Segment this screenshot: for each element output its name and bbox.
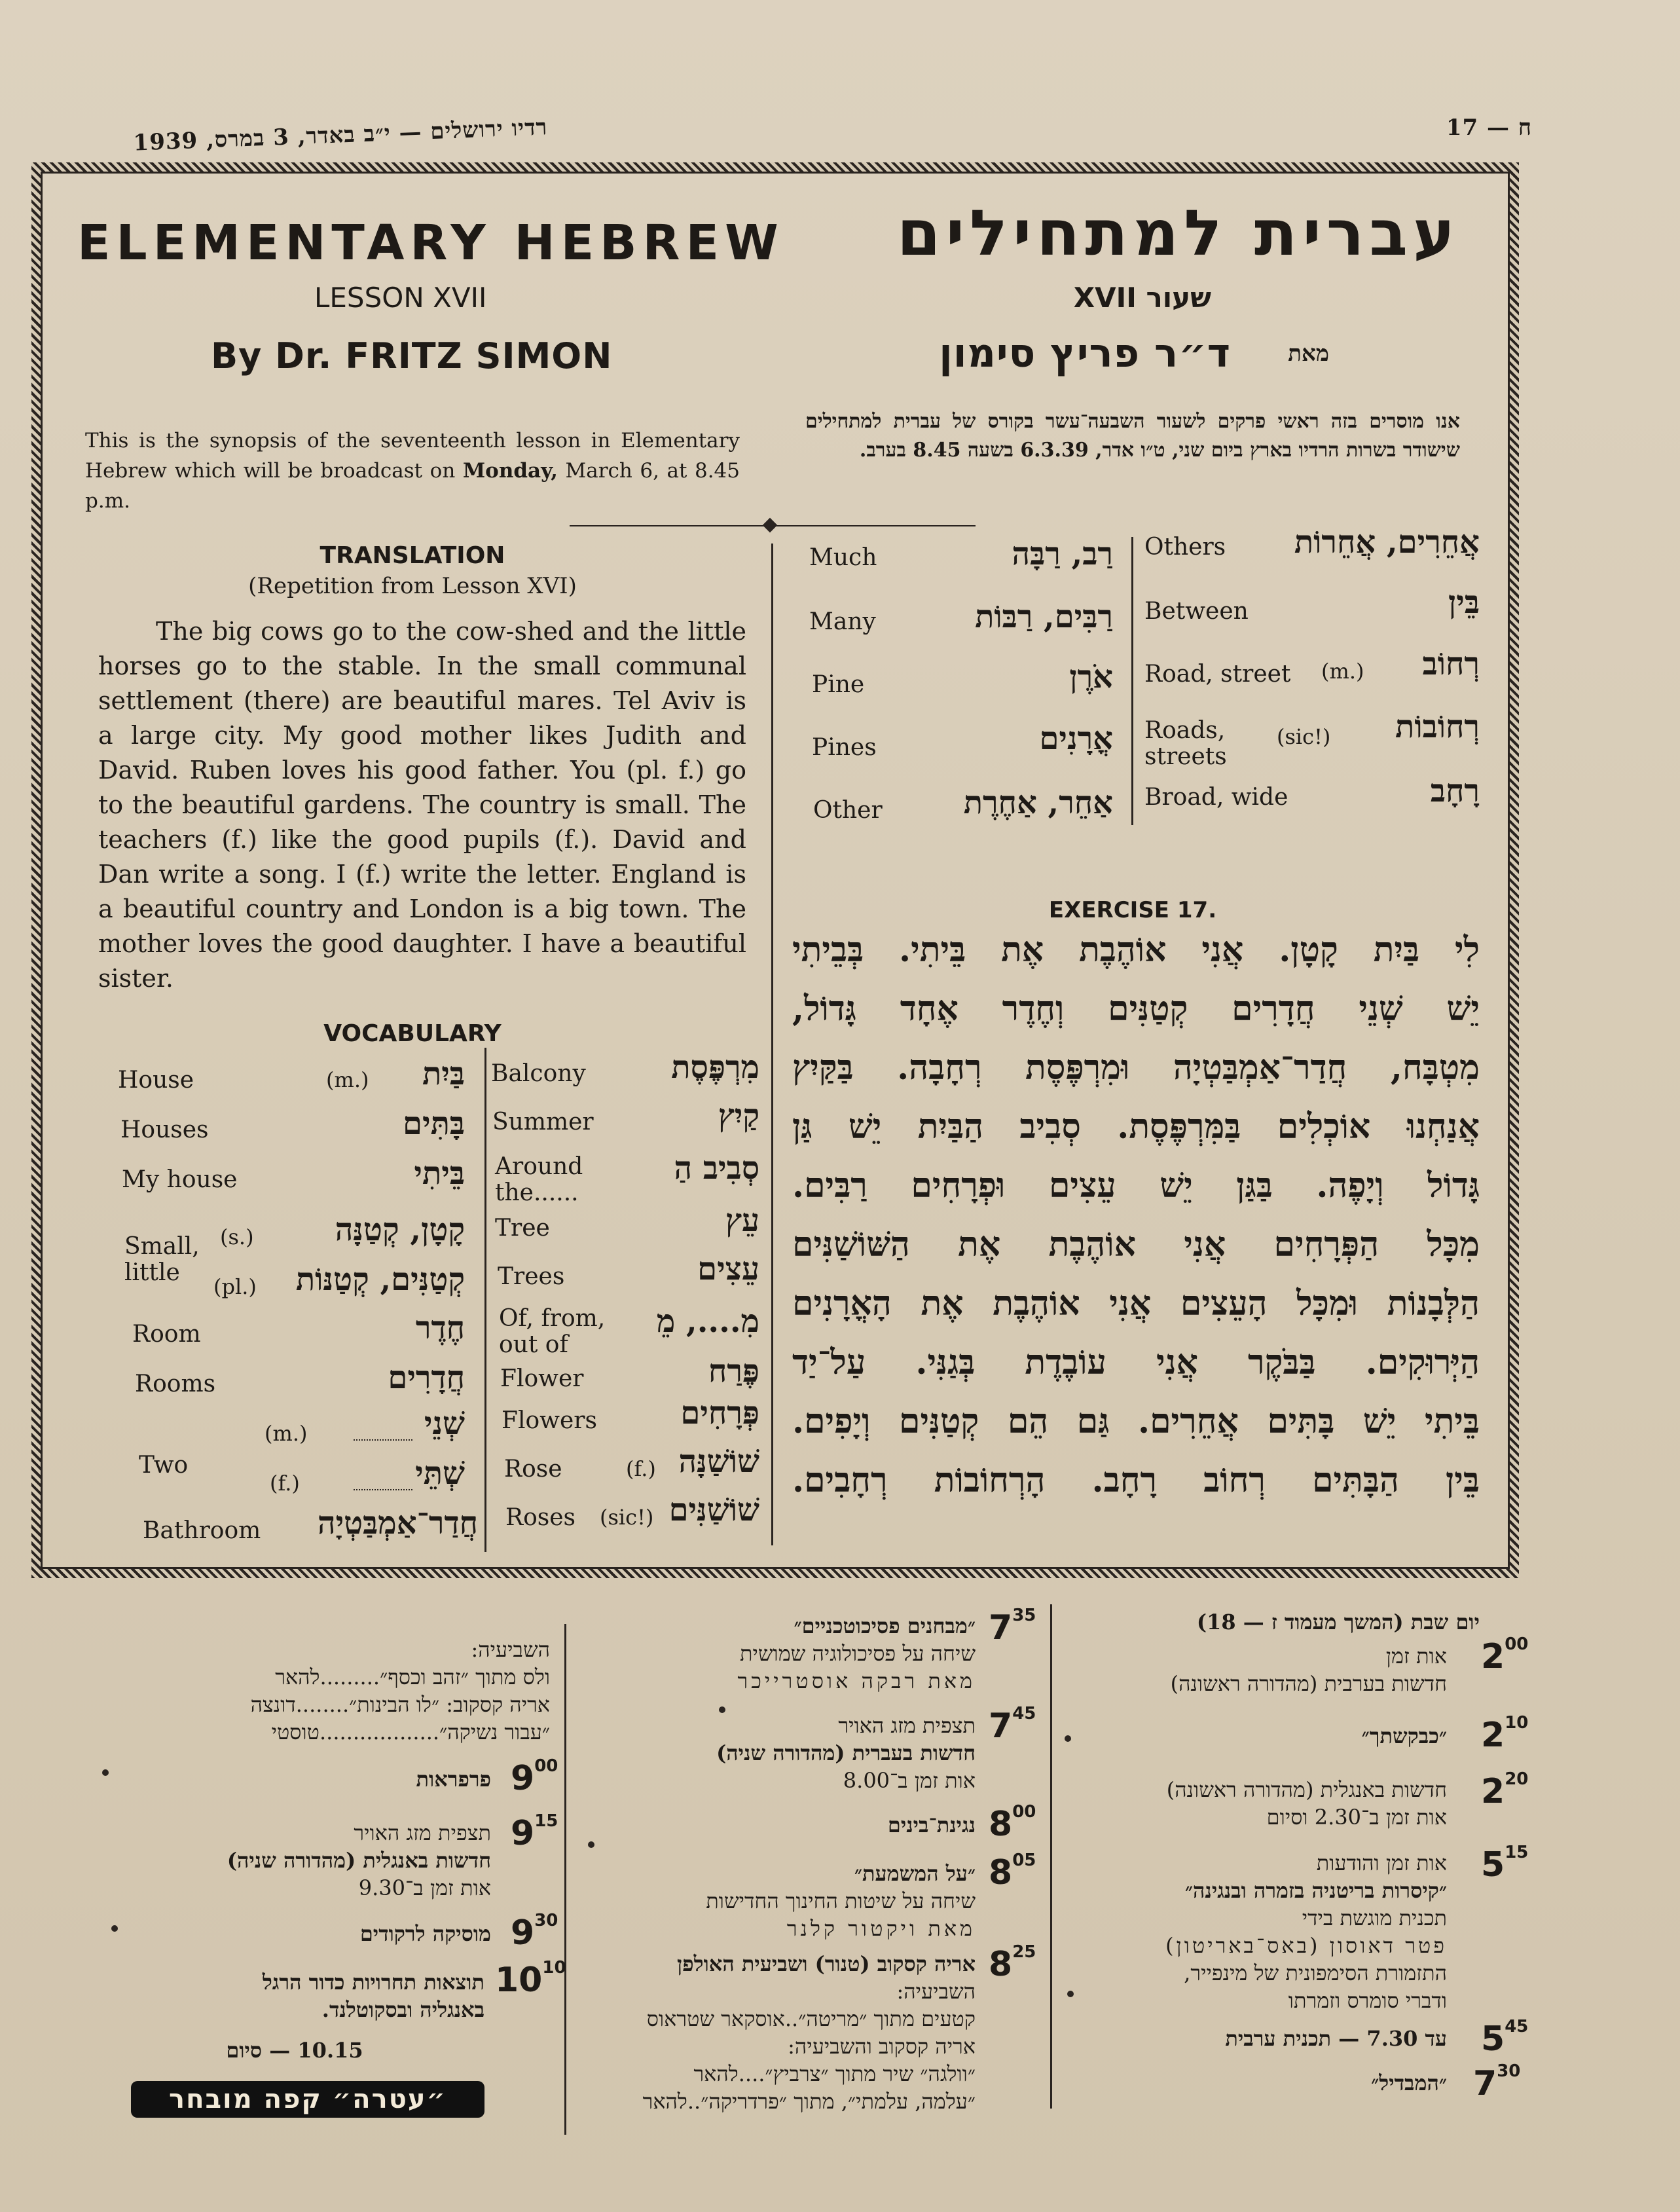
vocab-en: Many: [809, 608, 876, 635]
schedule-entry: [1074, 2025, 1447, 2052]
page-number: ח — 17: [1446, 115, 1532, 141]
title-english: ELEMENTARY HEBREW: [77, 215, 784, 271]
time-hour: 9: [511, 1913, 535, 1953]
time-minute: 15: [534, 1811, 558, 1831]
exercise-text: [792, 930, 1480, 1532]
schedule-end: 10.15 — סיום: [226, 2038, 363, 2063]
translation-heading: TRANSLATION: [320, 542, 505, 569]
entry-line: חדשות באנגלית (מהדורה שניה): [227, 1848, 491, 1873]
entry-line: חדשות בעברית (מהדורה שניה): [716, 1741, 976, 1765]
entry-line: ״על המשמעת״: [854, 1861, 976, 1886]
time-hour: 5: [1481, 1845, 1505, 1885]
time-minute: 45: [1505, 2017, 1529, 2037]
vocab-note: (f.): [270, 1471, 300, 1496]
vocab-en: Much: [809, 544, 877, 571]
vocab-he: רַבִּים, רַבּוֹת: [975, 599, 1113, 635]
time-hour: 7: [989, 1706, 1013, 1746]
time-hour: 2: [1481, 1716, 1505, 1755]
vocab-he: אַחֵר, אַחֶרֶת: [963, 784, 1113, 821]
vocab-he: שְׁנֵי: [424, 1405, 465, 1442]
schedule-time: [989, 1608, 1036, 1648]
vocab-en: Small, little: [124, 1233, 200, 1286]
schedule-time: [1473, 2061, 1521, 2103]
entry-line: ״מבחנים פסיכוטכניים״: [794, 1613, 976, 1638]
time-minute: 00: [534, 1756, 558, 1776]
translation-subheading: (Repetition from Lesson XVI): [248, 573, 577, 599]
vocab-en: Rose: [504, 1456, 562, 1483]
vocab-he: קָטָן, קְטַנָּה: [335, 1211, 465, 1248]
vocab-he: עֵץ: [725, 1202, 759, 1239]
lesson-hebrew: שעור XVII: [1073, 282, 1211, 314]
exercise-line: לִי בַּיִת קָטָן. אֲנִי אוֹהֶבֶת אֶת בֵּיתִי. בְּבֵיתִי: [792, 930, 1480, 970]
time-hour: 8: [989, 1805, 1013, 1844]
schedule-entry: [576, 1950, 976, 2115]
entry-line: מאת רבקה אוסטרייכר: [737, 1668, 976, 1693]
entry-line: תוצאות תחרויות כדור הרגל: [262, 1970, 484, 1995]
vocab-he: שְׁתֵּי: [415, 1455, 465, 1492]
vocabulary-heading: VOCABULARY: [323, 1020, 502, 1047]
schedule-entry: [1074, 2069, 1447, 2097]
vocab-he: אֲחֵרִים, אֲחֵרוֹת: [1294, 524, 1480, 561]
vocab-en: Trees: [498, 1263, 565, 1290]
vocab-he: חֲדַר־אַמְבַּטְיָה: [317, 1505, 478, 1541]
entry-line: אריה קסקוב (טנור) ושביעית האולפן: [677, 1951, 976, 1976]
author-hebrew: ד״ר פריץ סימון: [939, 331, 1231, 377]
exercise-line: מִכָּל הַפְּרָחִים אֲנִי אוֹהֶבֶת אֶת הַשּׁוֹשַׁנִּים: [792, 1225, 1480, 1264]
schedule-time: [511, 1756, 558, 1798]
entry-line: התזמורת הסימפונית של מינפייר,: [1184, 1961, 1447, 1985]
vocab-he: רְחוֹבוֹת: [1395, 709, 1480, 745]
vocab-en: Rooms: [135, 1371, 216, 1397]
vocab-note: (pl.): [213, 1274, 257, 1299]
column-divider-main: [771, 544, 773, 1545]
entry-line: אות זמן ב־9.30: [358, 1875, 491, 1900]
vocab-en: Bathroom: [143, 1517, 261, 1544]
translation-text: The big cows go to the cow-shed and the little horses go to the stable. In the small communal settlement (there) are beautiful mares. Tel Aviv is a large city. My good mother likes Judith and David. Ruben loves his good father. You (pl. f.) go to the beautiful gardens. The country is small. The teachers (f.) like the good pupils (f.). David and Dan write a song. I (f.) write the letter. England is a beautiful country and London is a big town. The mother loves the good daughter. I have a beautiful sister.: [98, 617, 746, 993]
schedule-time: [1481, 1634, 1529, 1676]
time-minute: 10: [542, 1958, 566, 1978]
exercise-line: הַלְּבָנוֹת וּמִכָּל הָעֵצִים אֲנִי אוֹהֶבֶת אֶת הָאֳרָנִים: [792, 1283, 1480, 1323]
time-minute: 20: [1505, 1769, 1529, 1789]
vocab-en: House: [118, 1067, 194, 1094]
exercise-line: הַיְּרוּקִים. בַּבֹּקֶר אֲנִי עוֹבֶדֶת בְּגַנִּי. עַל־יַד: [792, 1342, 1480, 1382]
vocab-en: Roads, streets: [1144, 717, 1227, 770]
vocab-he: אֹרֶן: [1069, 659, 1113, 695]
time-hour: 7: [1473, 2064, 1497, 2103]
vocab-he: פֶּרַח: [708, 1353, 759, 1390]
entry-line: תכנית מוגשת בידי: [1302, 1906, 1447, 1930]
vocab-en: My house: [122, 1166, 238, 1193]
entry-line: תצפית מזג האויר: [354, 1820, 491, 1845]
schedule-time: [989, 1706, 1036, 1746]
exercise-line: אֲנַחְנוּ אוֹכְלִים בַּמִּרְפֶּסֶת. סְבִיב הַבַּיִת יֵשׁ גַּן: [792, 1107, 1480, 1147]
vocab-en: Balcony: [491, 1060, 586, 1087]
schedule-divider-left: [564, 1624, 566, 2135]
exercise-heading: EXERCISE 17.: [1048, 897, 1217, 923]
vocab-en: Flowers: [502, 1407, 597, 1434]
entry-line: אות זמן והודעות: [1316, 1851, 1447, 1875]
entry-line: שיחה על שיטות החינוך החדישות: [706, 1889, 976, 1913]
title-hebrew: עברית למתחילים: [896, 196, 1460, 270]
entry-line: עד 7.30 — תכנית ערבית: [1225, 2026, 1447, 2051]
time-minute: 30: [534, 1911, 558, 1930]
time-hour: 2: [1481, 1772, 1505, 1811]
vocab-he: חֶדֶר: [415, 1310, 465, 1346]
vocab-en: Flower: [500, 1365, 584, 1392]
vocab-he: רַב, רַבָּה: [1012, 536, 1113, 572]
entry-line: חדשות באנגלית (מהדורה ראשונה): [1166, 1777, 1447, 1802]
exercise-line: יֵשׁ שְׁנֵי חֲדָרִים קְטַנִּים וְחֶדֶר אֶחָד גָּדוֹל,: [792, 989, 1480, 1029]
entry-line: אות זמן: [1385, 1644, 1447, 1668]
vocab-he: רָחָב: [1430, 773, 1480, 809]
vocab-en: Between: [1144, 598, 1249, 625]
vocab-he: חֲדָרִים: [388, 1359, 465, 1396]
entry-line: שיחה על פסיכולוגיה שמושית: [739, 1641, 976, 1666]
vocab-he: בַּיִת: [422, 1056, 465, 1092]
bullet-dot: [588, 1841, 594, 1848]
schedule-entry: [98, 1765, 491, 1793]
schedule-time: [1481, 1713, 1529, 1755]
schedule-entry: [1074, 1642, 1447, 1697]
vocab-en: Two: [139, 1452, 189, 1479]
coffee-advertisement: ״עטרה״ קפה מובחר: [131, 2081, 484, 2118]
entry-line: ״קיסרות בריטניה בזמרה ובנגינה״: [1184, 1878, 1447, 1903]
entry-line: אות זמן ב־2.30 וסיום: [1266, 1805, 1447, 1830]
vocab-he: שׁוֹשַׁנִּים: [668, 1492, 759, 1528]
time-hour: 2: [1481, 1637, 1505, 1676]
vocab-he: קְטַנִּים, קְטַנּוֹת: [295, 1261, 465, 1298]
schedule-time: [989, 1853, 1036, 1892]
time-minute: 25: [1012, 1942, 1036, 1962]
synopsis-english-b: March 6, at 8.45 p.m.: [85, 459, 740, 513]
entry-line: מאת ויקטור קלנר: [786, 1916, 976, 1941]
entry-line: ״כבקשתך״: [1361, 1724, 1447, 1748]
synopsis-english-day: Monday,: [462, 459, 558, 483]
vocab-en: Of, from, out of: [499, 1305, 606, 1358]
exercise-line: גָּדוֹל וְיָפֶה. בַּגַּן יֵשׁ עֵצִים וּפְרָחִים רַבִּים.: [792, 1166, 1480, 1206]
vocab-en: Others: [1144, 534, 1226, 561]
exercise-line: בֵּיתִי יֵשׁ בָּתִּים אֲחֵרִים. גַּם הֵם קְטַנִּים וְיָפִים.: [792, 1401, 1480, 1441]
schedule-time: [1481, 1845, 1528, 1885]
vocab-he: רְחוֹב: [1422, 646, 1480, 682]
entry-line: פטר דאוסון (באס־באריטון): [1165, 1933, 1447, 1958]
time-minute: 10: [1505, 1713, 1529, 1733]
exercise-line: מִטְבָּח, חֲדַר־אַמְבַּטְיָה וּמִרְפֶּסֶת רְחָבָה. בַּקַּיִץ: [792, 1048, 1480, 1088]
column-divider-top-vocab: [1131, 537, 1133, 825]
schedule-entry: [576, 1811, 976, 1839]
author-english: By Dr. FRITZ SIMON: [211, 335, 613, 377]
schedule-entry: [1074, 1722, 1447, 1750]
vocab-en: Houses: [120, 1116, 209, 1143]
vocab-en: Room: [132, 1321, 201, 1348]
exercise-line: בֵּין הַבָּתִּים רְחוֹב רָחָב. הָרְחוֹבוֹת רְחָבִים.: [792, 1460, 1480, 1500]
vocab-note: (m.): [326, 1067, 369, 1092]
entry-line: ״עבור נשיקה״..................טוסטי: [271, 1720, 550, 1744]
vocab-he: קַיִץ: [718, 1097, 759, 1134]
vocab-en: Road, street: [1144, 661, 1291, 688]
author-hebrew-prefix: מאת: [1288, 341, 1329, 367]
time-minute: 05: [1012, 1851, 1036, 1870]
vocab-note: (sic!): [1277, 724, 1331, 749]
time-minute: 00: [1012, 1802, 1036, 1822]
entry-line: פרפראות: [416, 1767, 491, 1792]
entry-line: ״וולגה״ שיר מתוך ״צרביץ״....להאר: [693, 2061, 976, 2086]
entry-line: ״המבדיל״: [1371, 2071, 1447, 2095]
time-hour: 8: [989, 1945, 1013, 1984]
schedule-divider-right: [1050, 1604, 1052, 2109]
time-hour: 9: [511, 1759, 535, 1798]
entry-line: חדשות בערבית (מהדורה ראשונה): [1170, 1671, 1447, 1696]
entry-line: השביעיה:: [471, 1637, 550, 1662]
column-divider-vocab: [484, 1048, 486, 1552]
vocab-he: מִ...., מֵ: [656, 1303, 759, 1340]
schedule-entry: [98, 1920, 491, 1947]
vocab-en: Pines: [812, 734, 877, 761]
time-hour: 7: [989, 1608, 1013, 1648]
bullet-dot: [1065, 1735, 1071, 1742]
vocab-note: (sic!): [600, 1505, 654, 1530]
entry-line: אות זמן ב־8.00: [843, 1768, 976, 1793]
entry-line: אריה קסקוב: ״לו הבינות״........דונצה: [250, 1692, 550, 1717]
time-hour: 8: [989, 1853, 1013, 1892]
schedule-entry: [98, 1968, 484, 2023]
vocab-note: (s.): [220, 1225, 254, 1249]
entry-line: ולס מתוך ״זהב וכסף״.........להאר: [275, 1665, 550, 1689]
vocab-en: Around the......: [495, 1153, 583, 1206]
vocab-he: שׁוֹשַׁנָּה: [678, 1443, 759, 1480]
vocab-he: בֵּיתִי: [414, 1155, 465, 1192]
entry-line: ״עלמה, עלמתי״, מתוך ״פרדריקה״..להאר: [642, 2089, 976, 2114]
vocab-he: בָּתִּים: [403, 1105, 465, 1142]
schedule-entry: [1074, 1849, 1447, 2014]
schedule-entry: [576, 1712, 976, 1794]
vocab-note: (m.): [1321, 659, 1364, 684]
vocab-he: אֳרָנִים: [1039, 720, 1113, 757]
time-minute: 45: [1012, 1704, 1036, 1724]
time-hour: 9: [511, 1814, 535, 1853]
time-minute: 35: [1012, 1606, 1036, 1625]
vocab-he: בֵּין: [1448, 584, 1480, 621]
vocab-he: מִרְפֶּסֶת: [671, 1049, 759, 1086]
time-hour: 10: [495, 1961, 543, 2000]
entry-line: ודברי סומרס וזמרתו: [1288, 1988, 1447, 2013]
time-minute: 15: [1505, 1843, 1529, 1862]
time-minute: 30: [1497, 2061, 1521, 2081]
entry-line: קטעים מתוך ״מריטה״..אוסקאר שטראוס: [646, 2006, 976, 2031]
entry-line: אריה קסקוב והשביעיה:: [788, 2034, 976, 2059]
time-minute: 00: [1505, 1634, 1529, 1654]
entry-line: תצפית מזג האויר: [838, 1713, 976, 1738]
synopsis-english-a: This is the synopsis of the seventeenth lesson in Elementary Hebrew which will be broadcast on: [85, 429, 740, 483]
vocab-en: Tree: [495, 1215, 550, 1242]
running-header-left: רדיו ירושלים — י״ב באדר, 3 במרס, 1939: [132, 114, 548, 157]
vocab-en: Roses: [505, 1504, 576, 1531]
vocab-note: (m.): [265, 1421, 308, 1446]
schedule-time: [1481, 2019, 1528, 2059]
vocab-en: Broad, wide: [1144, 784, 1288, 811]
entry-line: באנגליה ובסקוטלנד.: [321, 1997, 484, 2022]
schedule-time: [1481, 1769, 1529, 1811]
vocab-note: (f.): [626, 1456, 656, 1481]
vocab-en: Pine: [812, 671, 865, 698]
synopsis-english: [85, 426, 740, 516]
lesson-english: LESSON XVII: [314, 282, 487, 314]
vocab-he: סְבִיב הַ: [674, 1150, 759, 1187]
schedule-entry: [1074, 1776, 1447, 1831]
entry-line: השביעיה:: [896, 1979, 976, 2004]
schedule-intro: [98, 1636, 550, 1746]
synopsis-hebrew: אנו מוסרים בזה ראשי פרקים לשעור השבעה־עשר בקורס של עברית למתחילים שישודר בשרות הרדיו בארץ ביום שני, ט״ו אדר, 6.3.39 בשעה 8.45 בערב.: [805, 410, 1460, 462]
schedule-entry: [98, 1819, 491, 1902]
schedule-entry: [576, 1860, 976, 1942]
schedule-continuation: יום שבת (המשך מעמוד ז — 18): [1196, 1610, 1480, 1634]
bullet-dot: [1067, 1991, 1074, 1997]
schedule-time: [495, 1958, 566, 2000]
schedule-time: [989, 1942, 1036, 1984]
vocab-he: פְּרָחִים: [680, 1395, 759, 1431]
entry-line: נגינת־בינים: [887, 1813, 976, 1837]
schedule-time: [511, 1913, 558, 1953]
schedule-time: [989, 1802, 1036, 1844]
entry-line: מוסיקה לרקודים: [359, 1921, 491, 1946]
vocab-en: Summer: [492, 1109, 594, 1135]
vocab-en: Other: [813, 797, 883, 824]
vocab-he: עֵצִים: [697, 1251, 759, 1287]
time-hour: 5: [1481, 2019, 1505, 2059]
schedule-entry: [576, 1612, 976, 1695]
schedule-time: [511, 1811, 558, 1853]
